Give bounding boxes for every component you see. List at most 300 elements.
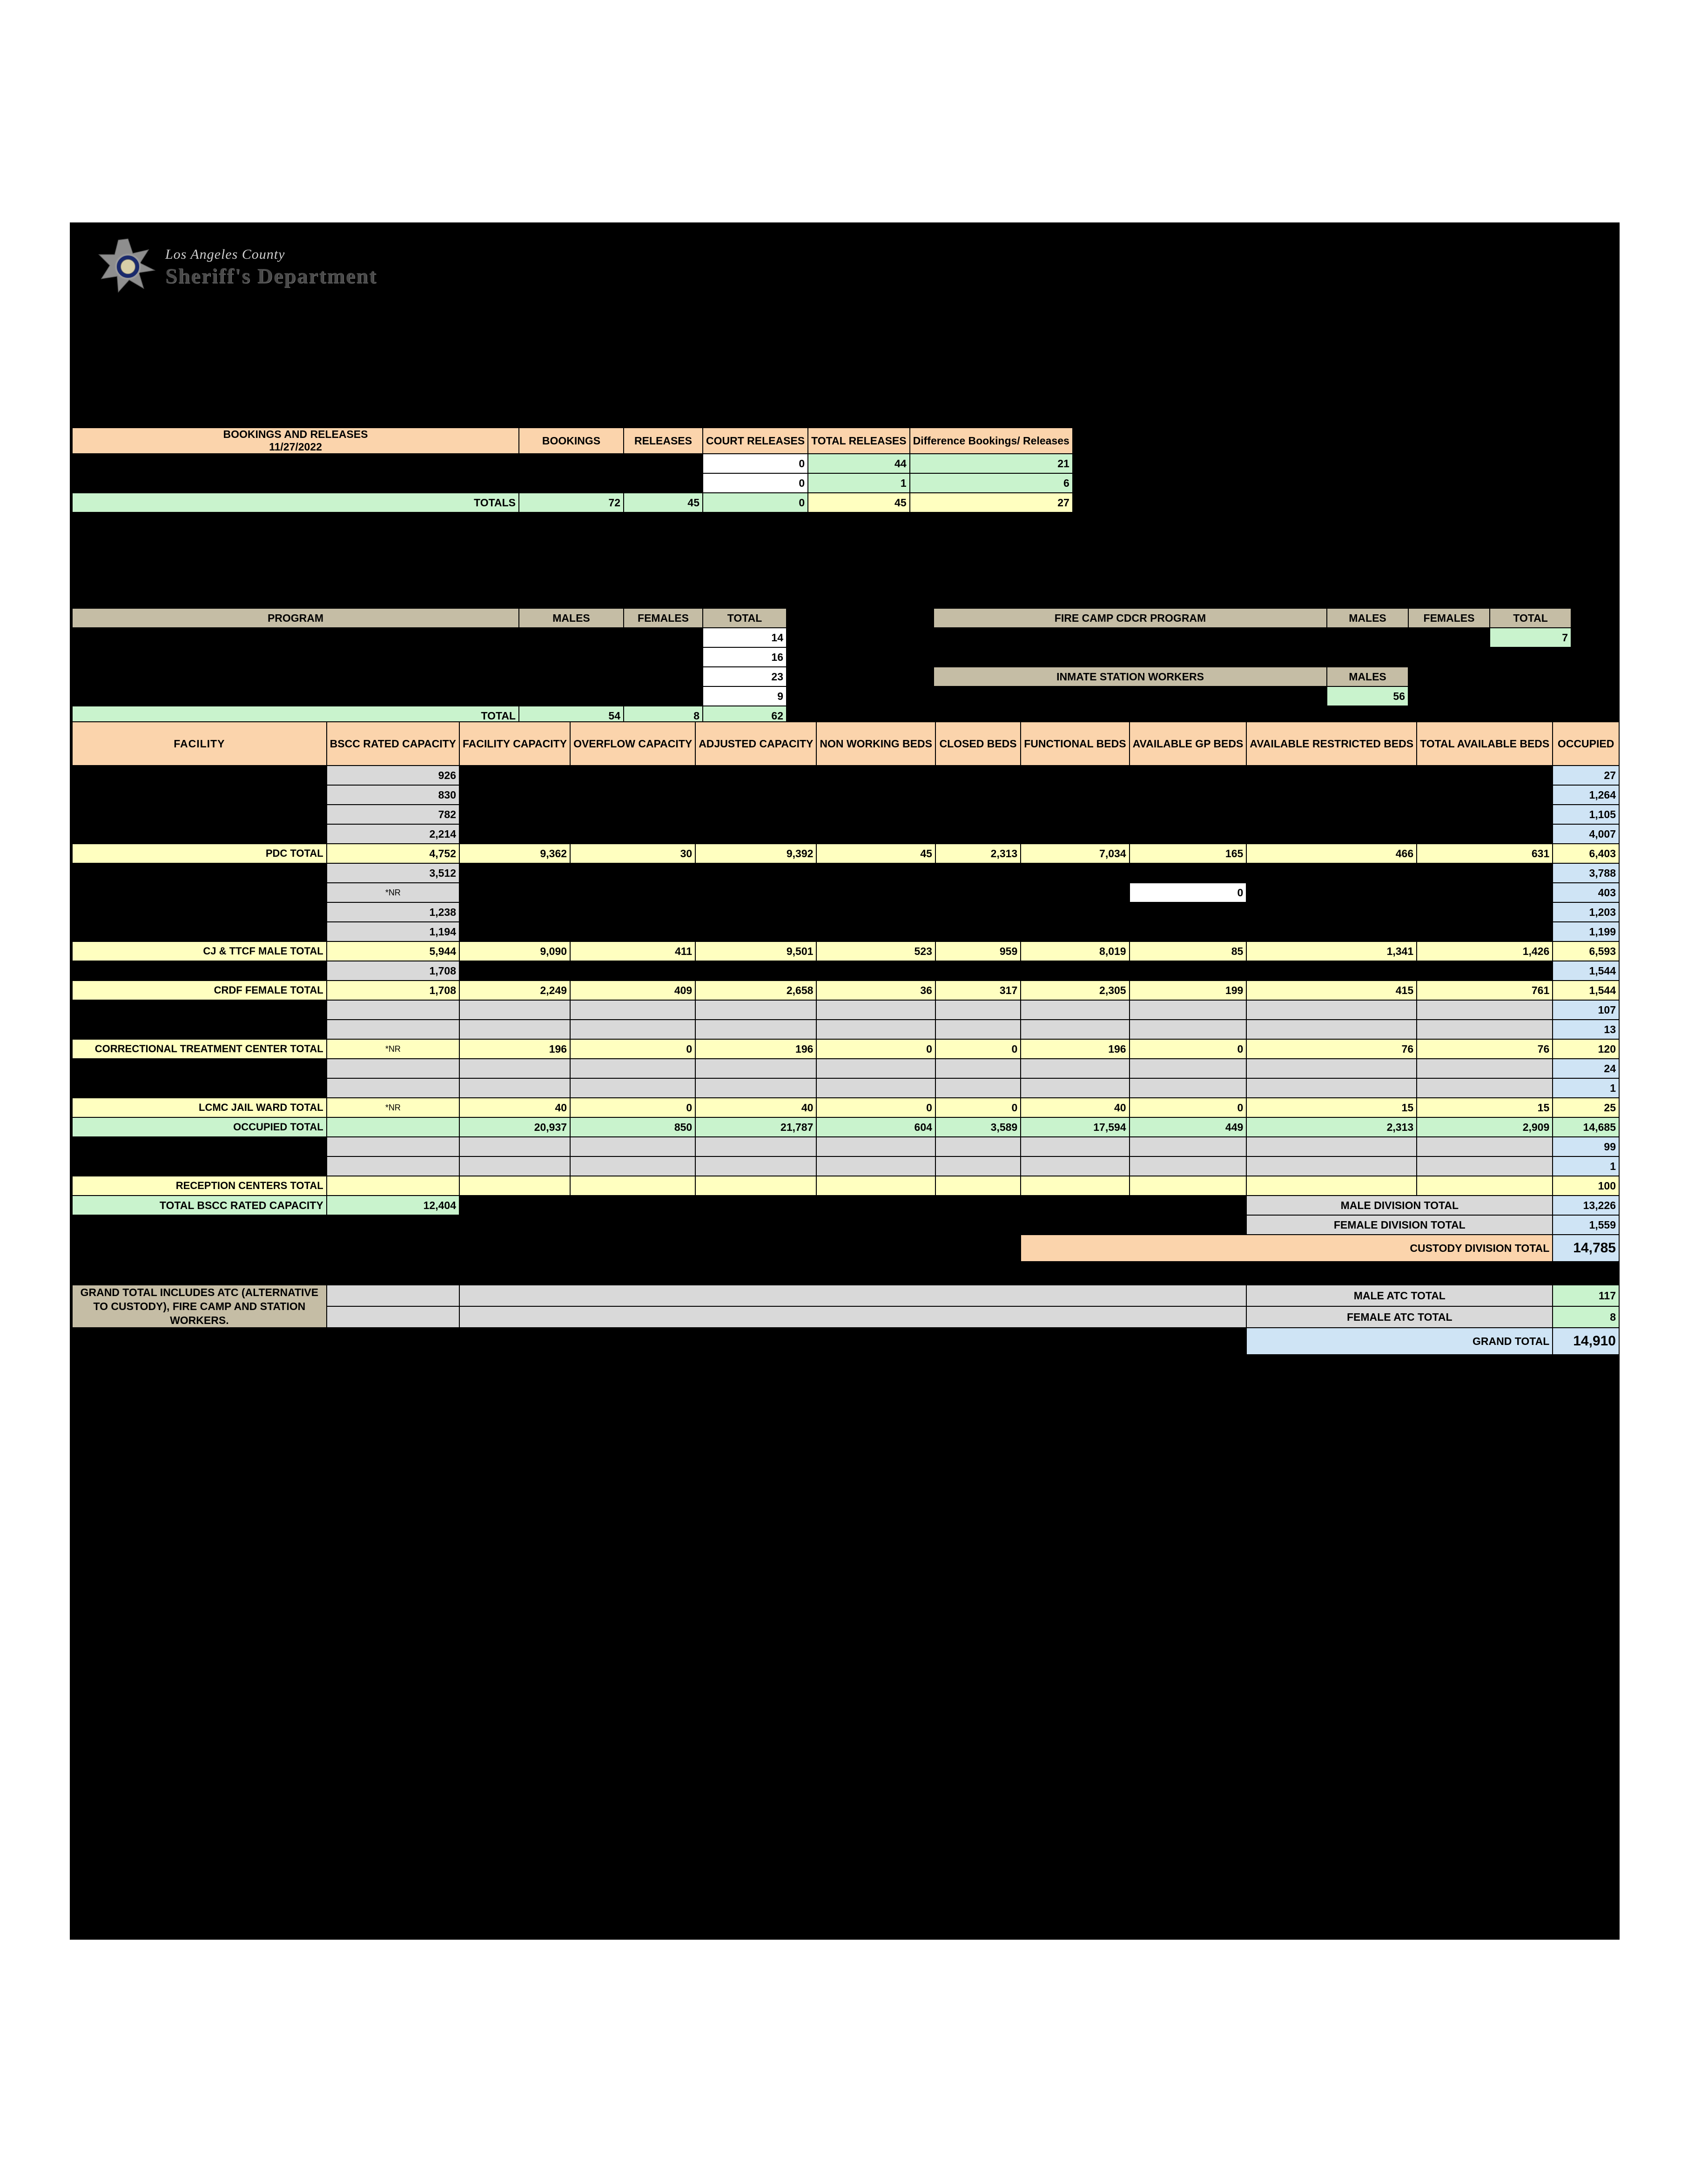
facility-cell-ovf: 850 xyxy=(570,1117,695,1137)
table-row xyxy=(72,1176,1619,1196)
logo-line-1: Los Angeles County xyxy=(165,247,285,262)
table-row xyxy=(72,902,1619,922)
col-adjusted-capacity: ADJUSTED CAPACITY xyxy=(695,722,816,766)
facility-cell-fac xyxy=(459,1176,570,1196)
col-non-working-beds: NON WORKING BEDS xyxy=(816,722,935,766)
table-row xyxy=(72,686,787,706)
female-division-total-value: 1,559 xyxy=(1553,1215,1619,1235)
custody-division-row xyxy=(72,1235,1619,1262)
inmate-station-workers-title: INMATE STATION WORKERS xyxy=(934,667,1327,686)
facility-cell-occ: 1,199 xyxy=(1553,922,1619,941)
table-row xyxy=(72,805,1619,824)
facility-cell-tab xyxy=(1417,1156,1553,1176)
facility-cell-nwb xyxy=(816,1020,935,1039)
facility-cell-bscc xyxy=(327,1020,459,1039)
facility-row-label xyxy=(72,863,327,883)
col-occupied: OCCUPIED xyxy=(1553,722,1619,766)
facility-cell-ovf xyxy=(570,1020,695,1039)
program-row4-males xyxy=(519,686,624,706)
col-court-releases: COURT RELEASES xyxy=(703,428,808,454)
custody-division-total-label: CUSTODY DIVISION TOTAL xyxy=(1021,1235,1553,1262)
program-row1-label xyxy=(72,628,519,647)
facility-cell-fac xyxy=(459,1137,570,1156)
male-division-total-value: 13,226 xyxy=(1553,1196,1619,1215)
facility-cell-ovf xyxy=(570,766,695,785)
facility-cell-bscc xyxy=(327,1137,459,1156)
table-row xyxy=(72,1000,1619,1020)
program-row3-total: 23 xyxy=(703,667,787,686)
facility-cell-adj: 9,501 xyxy=(695,941,816,961)
facility-cell-agp xyxy=(1130,785,1247,805)
facility-cell-nwb xyxy=(816,863,935,883)
footer-spacer-2 xyxy=(459,1285,1246,1306)
col-total-releases: TOTAL RELEASES xyxy=(808,428,909,454)
table-row xyxy=(934,647,1571,667)
gap-row xyxy=(72,1262,1619,1285)
spacer-6 xyxy=(1490,667,1571,686)
facility-cell-fac xyxy=(459,883,570,902)
grand-total-label: GRAND TOTAL xyxy=(1246,1328,1553,1355)
facility-cell-clb: 317 xyxy=(935,981,1021,1000)
program-header-row xyxy=(72,608,787,628)
facility-cell-tab xyxy=(1417,922,1553,941)
fire-camp-title: FIRE CAMP CDCR PROGRAM xyxy=(934,608,1327,628)
facility-cell-bscc xyxy=(327,1156,459,1176)
facility-cell-tab: 2,909 xyxy=(1417,1117,1553,1137)
program-row2-label xyxy=(72,647,519,667)
facility-cell-ovf xyxy=(570,1059,695,1078)
facility-cell-arb: 76 xyxy=(1246,1039,1417,1059)
program-row2-total: 16 xyxy=(703,647,787,667)
facility-cell-occ: 1,544 xyxy=(1553,961,1619,981)
bookings-row1-bookings xyxy=(519,454,624,473)
facility-row-label xyxy=(72,1156,327,1176)
facility-cell-arb xyxy=(1246,824,1417,844)
fire-camp-blank-females xyxy=(1408,628,1490,647)
facility-cell-adj: 9,392 xyxy=(695,844,816,863)
spacer-row-blk-2 xyxy=(72,1215,1246,1235)
facility-cell-bscc: 1,708 xyxy=(327,981,459,1000)
facility-row-label xyxy=(72,805,327,824)
bookings-row2-label xyxy=(72,473,519,493)
facility-row-label xyxy=(72,922,327,941)
fire-camp-col-females: FEMALES xyxy=(1408,608,1490,628)
col-overflow-capacity: OVERFLOW CAPACITY xyxy=(570,722,695,766)
facility-cell-occ: 3,788 xyxy=(1553,863,1619,883)
facility-row-label: OCCUPIED TOTAL xyxy=(72,1117,327,1137)
facility-cell-adj: 40 xyxy=(695,1098,816,1117)
facility-cell-bscc xyxy=(327,1078,459,1098)
facility-cell-arb: 15 xyxy=(1246,1098,1417,1117)
table-row xyxy=(72,1078,1619,1098)
facility-cell-clb xyxy=(935,1078,1021,1098)
facility-header-row xyxy=(72,722,1619,766)
facility-row-label xyxy=(72,1020,327,1039)
grand-total-spacer xyxy=(72,1328,1246,1355)
facility-cell-ovf xyxy=(570,883,695,902)
facility-cell-adj xyxy=(695,1137,816,1156)
bookings-totals-label: TOTALS xyxy=(72,493,519,512)
facility-cell-agp: 199 xyxy=(1130,981,1247,1000)
spacer-row-blk-3 xyxy=(72,1235,1021,1262)
facility-cell-clb: 0 xyxy=(935,1039,1021,1059)
facility-cell-adj xyxy=(695,883,816,902)
bookings-totals-diff: 27 xyxy=(910,493,1073,512)
facility-cell-occ: 27 xyxy=(1553,766,1619,785)
facility-cell-agp xyxy=(1130,766,1247,785)
facility-cell-nwb xyxy=(816,961,935,981)
facility-cell-occ: 6,593 xyxy=(1553,941,1619,961)
facility-cell-arb xyxy=(1246,1078,1417,1098)
facility-cell-arb xyxy=(1246,863,1417,883)
facility-cell-bscc: 830 xyxy=(327,785,459,805)
male-division-total-label: MALE DIVISION TOTAL xyxy=(1246,1196,1553,1215)
spacer-3 xyxy=(1408,647,1490,667)
spacer-9 xyxy=(1490,686,1571,706)
facility-cell-occ: 1,203 xyxy=(1553,902,1619,922)
facility-cell-adj xyxy=(695,805,816,824)
facility-cell-occ: 100 xyxy=(1553,1176,1619,1196)
facility-cell-fac: 9,362 xyxy=(459,844,570,863)
facility-cell-bscc: *NR xyxy=(327,883,459,902)
facility-row-label: PDC TOTAL xyxy=(72,844,327,863)
facility-cell-ovf: 411 xyxy=(570,941,695,961)
facility-cell-fnb xyxy=(1021,1156,1129,1176)
facility-cell-fac xyxy=(459,961,570,981)
facility-cell-arb xyxy=(1246,902,1417,922)
facility-cell-fac: 2,249 xyxy=(459,981,570,1000)
facility-cell-arb xyxy=(1246,1176,1417,1196)
spacer-row-blk xyxy=(459,1196,1246,1215)
facility-cell-adj xyxy=(695,766,816,785)
facility-cell-arb xyxy=(1246,1000,1417,1020)
facility-cell-fac xyxy=(459,785,570,805)
facility-cell-tab xyxy=(1417,1176,1553,1196)
footer-spacer-1 xyxy=(327,1285,459,1306)
fire-camp-col-males: MALES xyxy=(1327,608,1408,628)
bookings-row2-releases xyxy=(624,473,703,493)
lasd-logo xyxy=(98,236,517,302)
facility-cell-nwb xyxy=(816,922,935,941)
bookings-row1-releases xyxy=(624,454,703,473)
col-closed-beds: CLOSED BEDS xyxy=(935,722,1021,766)
facility-cell-adj xyxy=(695,922,816,941)
facility-cell-fnb: 40 xyxy=(1021,1098,1129,1117)
female-division-total-label: FEMALE DIVISION TOTAL xyxy=(1246,1215,1553,1235)
facility-cell-agp xyxy=(1130,1176,1247,1196)
col-bookings: BOOKINGS xyxy=(519,428,624,454)
table-row xyxy=(72,1020,1619,1039)
facility-cell-agp xyxy=(1130,1059,1247,1078)
facility-cell-occ: 25 xyxy=(1553,1098,1619,1117)
facility-cell-agp xyxy=(1130,902,1247,922)
table-row xyxy=(934,686,1571,706)
program-row3-females xyxy=(624,667,703,686)
facility-cell-tab xyxy=(1417,785,1553,805)
facility-cell-ovf xyxy=(570,1137,695,1156)
facility-cell-arb xyxy=(1246,922,1417,941)
facility-table xyxy=(72,721,1620,1355)
facility-cell-nwb xyxy=(816,1137,935,1156)
facility-cell-fnb xyxy=(1021,1000,1129,1020)
table-row xyxy=(72,1098,1619,1117)
spacer-8 xyxy=(1408,686,1490,706)
facility-cell-bscc xyxy=(327,1176,459,1196)
program-table xyxy=(72,608,787,726)
facility-cell-fnb: 8,019 xyxy=(1021,941,1129,961)
facility-cell-fnb xyxy=(1021,922,1129,941)
facility-row-label: RECEPTION CENTERS TOTAL xyxy=(72,1176,327,1196)
facility-row-label: CORRECTIONAL TREATMENT CENTER TOTAL xyxy=(72,1039,327,1059)
facility-cell-fac: 196 xyxy=(459,1039,570,1059)
facility-cell-fnb xyxy=(1021,863,1129,883)
facility-cell-bscc: 1,238 xyxy=(327,902,459,922)
facility-cell-fac xyxy=(459,1156,570,1176)
facility-cell-adj xyxy=(695,785,816,805)
facility-cell-fnb xyxy=(1021,824,1129,844)
facility-cell-fac xyxy=(459,805,570,824)
table-row xyxy=(72,824,1619,844)
facility-cell-clb xyxy=(935,1137,1021,1156)
facility-cell-ovf: 0 xyxy=(570,1039,695,1059)
facility-cell-ovf xyxy=(570,863,695,883)
facility-cell-fac xyxy=(459,902,570,922)
facility-cell-clb xyxy=(935,922,1021,941)
facility-cell-tab xyxy=(1417,805,1553,824)
spreadsheet-sheet xyxy=(70,222,1620,1940)
facility-cell-adj: 196 xyxy=(695,1039,816,1059)
facility-cell-agp: 165 xyxy=(1130,844,1247,863)
facility-cell-nwb xyxy=(816,1059,935,1078)
program-row4-label xyxy=(72,686,519,706)
program-col-males: MALES xyxy=(519,608,624,628)
program-title: PROGRAM xyxy=(72,608,519,628)
col-releases: RELEASES xyxy=(624,428,703,454)
table-row xyxy=(72,766,1619,785)
program-col-females: FEMALES xyxy=(624,608,703,628)
facility-cell-clb xyxy=(935,1000,1021,1020)
table-row xyxy=(72,922,1619,941)
facility-cell-arb xyxy=(1246,1020,1417,1039)
facility-cell-nwb: 36 xyxy=(816,981,935,1000)
facility-cell-clb xyxy=(935,766,1021,785)
facility-cell-agp xyxy=(1130,1137,1247,1156)
facility-cell-nwb xyxy=(816,883,935,902)
facility-cell-arb xyxy=(1246,805,1417,824)
facility-cell-clb xyxy=(935,805,1021,824)
facility-cell-tab xyxy=(1417,902,1553,922)
facility-cell-adj xyxy=(695,824,816,844)
facility-cell-tab: 1,426 xyxy=(1417,941,1553,961)
facility-cell-fnb: 196 xyxy=(1021,1039,1129,1059)
facility-cell-fnb xyxy=(1021,1078,1129,1098)
facility-row-label: CJ & TTCF MALE TOTAL xyxy=(72,941,327,961)
table-row xyxy=(72,863,1619,883)
col-facility-capacity: FACILITY CAPACITY xyxy=(459,722,570,766)
facility-cell-fnb xyxy=(1021,1059,1129,1078)
program-total-total: 62 xyxy=(703,706,787,726)
bscc-total-row xyxy=(72,1196,1619,1215)
facility-cell-occ: 6,403 xyxy=(1553,844,1619,863)
facility-cell-clb: 2,313 xyxy=(935,844,1021,863)
facility-cell-ovf: 0 xyxy=(570,1098,695,1117)
facility-cell-agp: 0 xyxy=(1130,1098,1247,1117)
facility-cell-agp xyxy=(1130,863,1247,883)
custody-division-total-value: 14,785 xyxy=(1553,1235,1619,1262)
bookings-totals-total: 45 xyxy=(808,493,909,512)
facility-cell-bscc: 1,194 xyxy=(327,922,459,941)
facility-cell-nwb xyxy=(816,824,935,844)
facility-cell-ovf xyxy=(570,922,695,941)
program-row2-males xyxy=(519,647,624,667)
facility-cell-fac xyxy=(459,1000,570,1020)
facility-cell-bscc xyxy=(327,1059,459,1078)
table-row xyxy=(72,1156,1619,1176)
spacer-5 xyxy=(1408,667,1490,686)
facility-cell-tab: 76 xyxy=(1417,1039,1553,1059)
facility-cell-ovf: 30 xyxy=(570,844,695,863)
facility-cell-tab xyxy=(1417,883,1553,902)
bookings-date: 11/27/2022 xyxy=(269,441,322,453)
facility-cell-agp: 449 xyxy=(1130,1117,1247,1137)
facility-cell-ovf xyxy=(570,785,695,805)
table-row xyxy=(934,628,1571,647)
facility-cell-clb xyxy=(935,902,1021,922)
bookings-row1-total: 44 xyxy=(808,454,909,473)
facility-cell-occ: 4,007 xyxy=(1553,824,1619,844)
col-bscc-rated-capacity: BSCC RATED CAPACITY xyxy=(327,722,459,766)
facility-cell-tab xyxy=(1417,1000,1553,1020)
facility-cell-adj xyxy=(695,1059,816,1078)
bookings-row1-court: 0 xyxy=(703,454,808,473)
facility-cell-agp: 85 xyxy=(1130,941,1247,961)
facility-cell-adj xyxy=(695,1176,816,1196)
facility-cell-fac xyxy=(459,863,570,883)
facility-row-label xyxy=(72,902,327,922)
facility-cell-agp xyxy=(1130,922,1247,941)
bookings-totals-releases: 45 xyxy=(624,493,703,512)
facility-cell-agp xyxy=(1130,961,1247,981)
program-row1-females xyxy=(624,628,703,647)
facility-cell-fac xyxy=(459,1059,570,1078)
facility-cell-ovf xyxy=(570,824,695,844)
facility-cell-arb xyxy=(1246,1059,1417,1078)
facility-cell-nwb: 45 xyxy=(816,844,935,863)
facility-cell-fac: 40 xyxy=(459,1098,570,1117)
facility-cell-nwb xyxy=(816,1078,935,1098)
facility-cell-clb: 959 xyxy=(935,941,1021,961)
facility-cell-agp: 0 xyxy=(1130,1039,1247,1059)
fire-camp-header-row xyxy=(934,608,1571,628)
facility-cell-nwb xyxy=(816,805,935,824)
facility-cell-bscc xyxy=(327,1117,459,1137)
facility-cell-fnb xyxy=(1021,1176,1129,1196)
facility-cell-arb xyxy=(1246,883,1417,902)
facility-cell-fnb xyxy=(1021,1020,1129,1039)
facility-cell-fnb: 7,034 xyxy=(1021,844,1129,863)
facility-cell-fnb: 17,594 xyxy=(1021,1117,1129,1137)
facility-cell-tab: 761 xyxy=(1417,981,1553,1000)
facility-cell-clb xyxy=(935,961,1021,981)
facility-cell-agp: 0 xyxy=(1130,883,1247,902)
facility-cell-nwb xyxy=(816,1000,935,1020)
facility-row-label xyxy=(72,824,327,844)
facility-cell-tab xyxy=(1417,1059,1553,1078)
facility-cell-agp xyxy=(1130,1156,1247,1176)
facility-cell-tab xyxy=(1417,1078,1553,1098)
female-atc-total-label: FEMALE ATC TOTAL xyxy=(1246,1306,1553,1328)
bookings-title-cell xyxy=(72,428,519,454)
spacer-7 xyxy=(934,686,1327,706)
footer-note-row xyxy=(72,1285,1619,1306)
facility-cell-occ: 99 xyxy=(1553,1137,1619,1156)
facility-row-label: LCMC JAIL WARD TOTAL xyxy=(72,1098,327,1117)
facility-cell-occ: 24 xyxy=(1553,1059,1619,1078)
facility-cell-nwb: 0 xyxy=(816,1098,935,1117)
facility-cell-arb: 1,341 xyxy=(1246,941,1417,961)
facility-cell-occ: 1,105 xyxy=(1553,805,1619,824)
facility-cell-fac xyxy=(459,766,570,785)
facility-cell-bscc: 3,512 xyxy=(327,863,459,883)
facility-cell-ovf xyxy=(570,961,695,981)
facility-cell-fac xyxy=(459,922,570,941)
facility-cell-fac: 9,090 xyxy=(459,941,570,961)
footer-spacer-3 xyxy=(327,1306,459,1328)
facility-cell-nwb xyxy=(816,1176,935,1196)
facility-cell-adj xyxy=(695,1156,816,1176)
bscc-total-value: 12,404 xyxy=(327,1196,459,1215)
facility-cell-occ: 1,264 xyxy=(1553,785,1619,805)
facility-cell-arb: 415 xyxy=(1246,981,1417,1000)
facility-cell-adj xyxy=(695,1000,816,1020)
program-col-total: TOTAL xyxy=(703,608,787,628)
facility-cell-fac xyxy=(459,1078,570,1098)
female-division-row xyxy=(72,1215,1619,1235)
facility-title: FACILITY xyxy=(72,722,327,766)
facility-cell-clb: 3,589 xyxy=(935,1117,1021,1137)
facility-cell-occ: 1 xyxy=(1553,1156,1619,1176)
facility-cell-bscc: 1,708 xyxy=(327,961,459,981)
facility-cell-bscc: 4,752 xyxy=(327,844,459,863)
col-available-gp-beds: AVAILABLE GP BEDS xyxy=(1130,722,1247,766)
facility-cell-adj xyxy=(695,902,816,922)
bookings-row1-label xyxy=(72,454,519,473)
facility-cell-occ: 1,544 xyxy=(1553,981,1619,1000)
facility-row-label xyxy=(72,1000,327,1020)
grand-total-row xyxy=(72,1328,1619,1355)
table-row xyxy=(72,981,1619,1000)
bookings-totals-bookings: 72 xyxy=(519,493,624,512)
logo-text xyxy=(165,247,377,288)
spacer-2 xyxy=(1327,647,1408,667)
program-row3-males xyxy=(519,667,624,686)
facility-cell-nwb xyxy=(816,1156,935,1176)
facility-cell-occ: 120 xyxy=(1553,1039,1619,1059)
facility-cell-fac xyxy=(459,1020,570,1039)
facility-cell-bscc: *NR xyxy=(327,1098,459,1117)
female-atc-total-value: 8 xyxy=(1553,1306,1619,1328)
facility-cell-clb xyxy=(935,785,1021,805)
facility-cell-tab xyxy=(1417,1137,1553,1156)
program-total-label: TOTAL xyxy=(72,706,519,726)
facility-row-label xyxy=(72,766,327,785)
footer-spacer-4 xyxy=(459,1306,1246,1328)
facility-cell-occ: 107 xyxy=(1553,1000,1619,1020)
facility-cell-bscc: 782 xyxy=(327,805,459,824)
bookings-row2-court: 0 xyxy=(703,473,808,493)
facility-cell-fnb xyxy=(1021,766,1129,785)
facility-cell-tab xyxy=(1417,1020,1553,1039)
